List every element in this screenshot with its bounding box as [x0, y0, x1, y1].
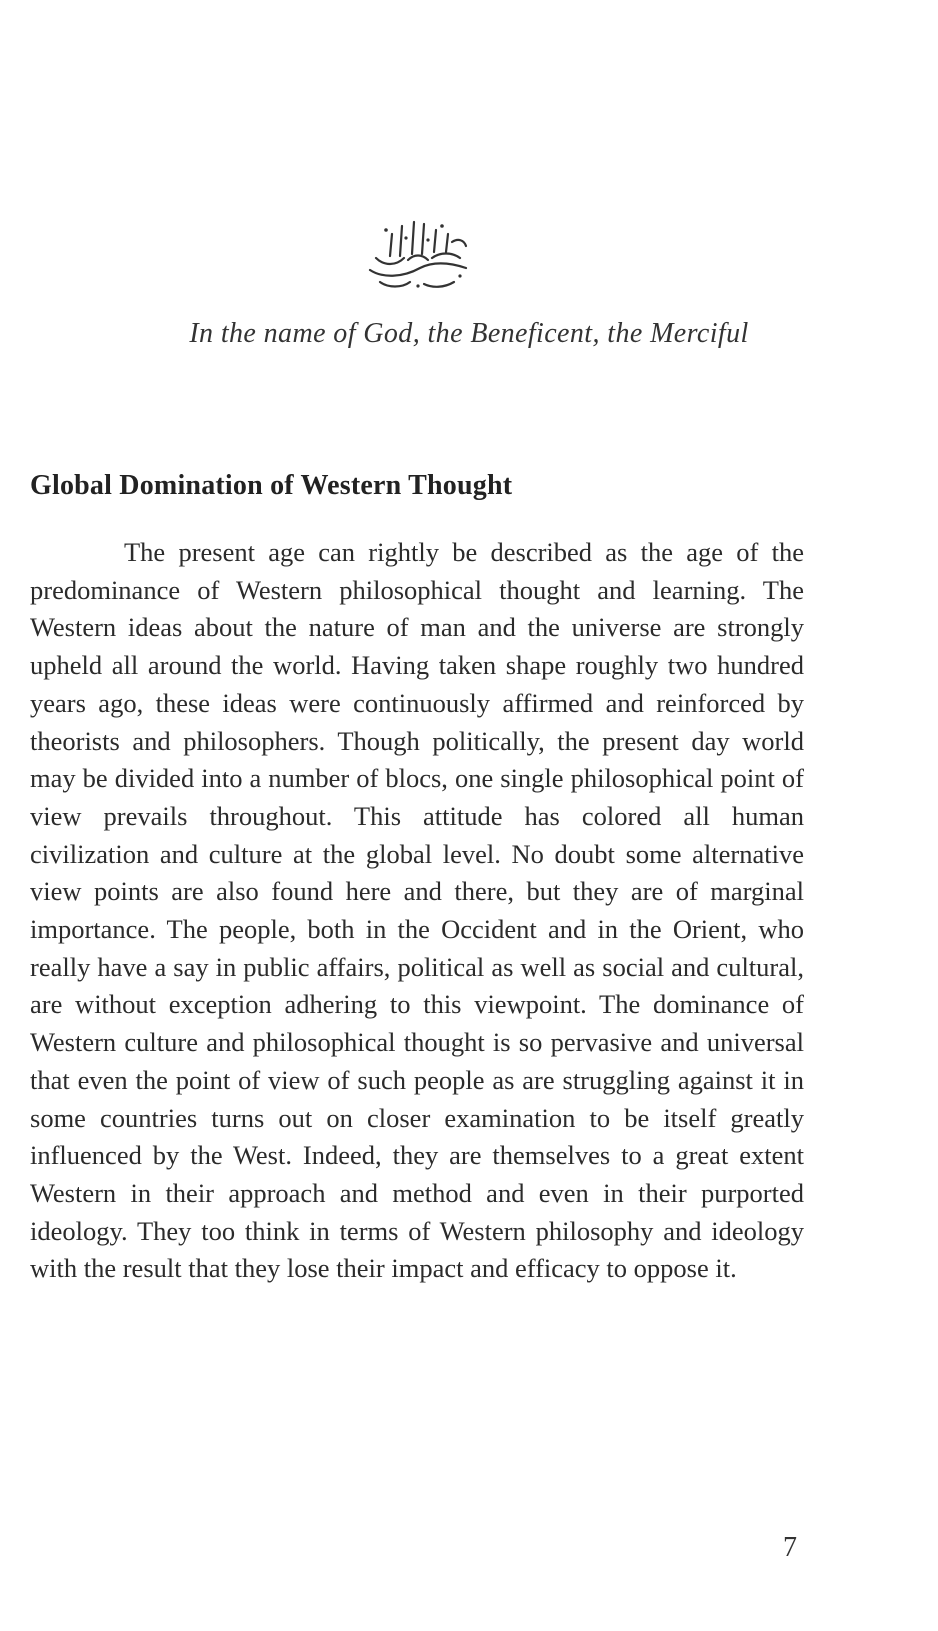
body-paragraph: The present age can rightly be described as the age of the predominance of Western philosophical thought and learning. The Western ideas about the nature of man and the universe are strongly upheld all around the world. Having taken shape roughly two hundred years ago, these ideas were continuously affirmed and reinforced by theorists and philosophers. Though politically, the present day world may be divided into a number of blocs, one single philosophical point of view prevails throughout. This attitude has colored all human civilization and culture at the global level. No doubt some alternative view points are also found here and there, but they are of marginal importance. The people, both in the Occident and in the Orient, who really have a say in public affairs, political as well as social and cultural, are without exception adhering to this viewpoint. The dominance of Western culture and philosophical thought is so pervasive and universal that even the point of view of such people as are struggling against it in some countries turns out on closer examination to be itself greatly influenced by the West. Indeed, they are themselves to a great extent Western in their approach and method and even in their purported ideology. They too think in terms of Western philosophy and ideology with the result that they lose their impact and efficacy to oppose it.: [30, 537, 804, 1284]
calligraphy-icon: [362, 212, 474, 292]
section-heading: Global Domination of Western Thought: [30, 470, 513, 501]
invocation-line: In the name of God, the Beneficent, the Merciful: [189, 318, 749, 349]
basmala-calligraphy-emblem: [362, 212, 474, 292]
page-number: 7: [783, 1532, 797, 1563]
